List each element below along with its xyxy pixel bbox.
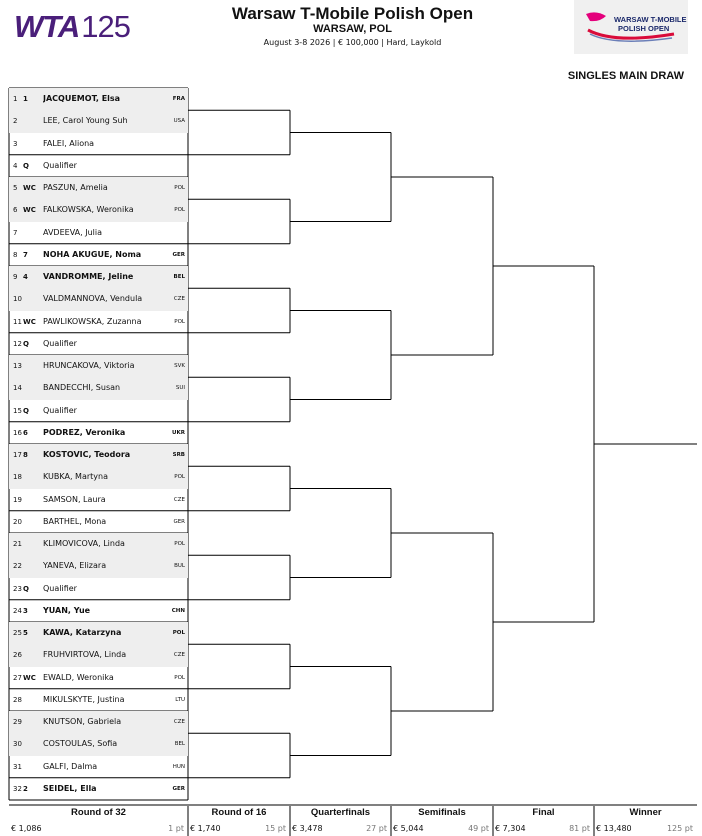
draw-position: 24 bbox=[13, 606, 22, 615]
prize-money: € 1,086 bbox=[11, 824, 42, 833]
wta-logo-number: 125 bbox=[81, 9, 131, 44]
draw-position: 18 bbox=[13, 473, 22, 482]
seed-label: WC bbox=[23, 673, 36, 682]
player-name: SAMSON, Laura bbox=[43, 494, 106, 504]
seed-label: WC bbox=[23, 317, 36, 326]
seed-label: 6 bbox=[23, 428, 28, 437]
player-name: YUAN, Yue bbox=[43, 605, 91, 615]
draw-row bbox=[9, 511, 188, 533]
nationality: SRB bbox=[172, 452, 185, 459]
player-name: PAWLIKOWSKA, Zuzanna bbox=[43, 316, 142, 326]
round-label: Round of 16 bbox=[211, 807, 267, 818]
draw-row bbox=[9, 266, 188, 288]
draw-position: 32 bbox=[13, 784, 22, 793]
player-name: FALEI, Aliona bbox=[43, 138, 95, 148]
draw-row bbox=[9, 110, 188, 132]
draw-position: 9 bbox=[13, 273, 18, 282]
seed-label: Q bbox=[23, 339, 29, 348]
player-name: SEIDEL, Ella bbox=[43, 783, 97, 793]
seed-label: 7 bbox=[23, 250, 28, 259]
player-name: BARTHEL, Mona bbox=[43, 516, 107, 526]
draw-position: 12 bbox=[13, 339, 22, 348]
draw-position: 6 bbox=[13, 206, 18, 215]
draw-position: 31 bbox=[13, 762, 22, 771]
draw-row bbox=[9, 88, 188, 110]
prize-money: € 5,044 bbox=[393, 824, 424, 833]
draw-position: 14 bbox=[13, 384, 22, 393]
player-name: BANDECCHI, Susan bbox=[43, 383, 121, 393]
nationality: CZE bbox=[173, 296, 185, 303]
draw-position: 21 bbox=[13, 540, 22, 549]
player-name: AVDEEVA, Julia bbox=[43, 227, 102, 237]
draw-position: 3 bbox=[13, 139, 18, 148]
draw-row bbox=[9, 311, 188, 333]
nationality: POL bbox=[174, 674, 185, 681]
event-logo-line1: WARSAW T-MOBILE bbox=[614, 15, 687, 24]
seed-label: Q bbox=[23, 584, 29, 593]
draw-position: 5 bbox=[13, 184, 18, 193]
draw-row bbox=[9, 711, 188, 733]
ranking-points: 1 pt bbox=[168, 824, 184, 833]
player-name: Qualifier bbox=[43, 583, 77, 593]
draw-position: 1 bbox=[13, 95, 18, 104]
prize-money: € 7,304 bbox=[495, 824, 526, 833]
draw-position: 16 bbox=[13, 428, 22, 437]
prize-money: € 1,740 bbox=[190, 824, 221, 833]
draw-position: 15 bbox=[13, 406, 22, 415]
draw-row bbox=[9, 333, 188, 355]
player-name: FALKOWSKA, Weronika bbox=[43, 205, 134, 215]
player-name: KLIMOVICOVA, Linda bbox=[43, 539, 125, 549]
draw-row bbox=[9, 689, 188, 711]
draw-row bbox=[9, 733, 188, 755]
draw-position: 4 bbox=[13, 161, 18, 170]
draw-position: 13 bbox=[13, 362, 22, 371]
player-name: HRUNCAKOVA, Viktoria bbox=[43, 361, 135, 371]
draw-row bbox=[9, 778, 188, 800]
seed-label: 2 bbox=[23, 784, 28, 793]
nationality: USA bbox=[173, 118, 185, 125]
draw-position: 7 bbox=[13, 228, 18, 237]
player-name: EWALD, Weronika bbox=[43, 672, 114, 682]
ranking-points: 15 pt bbox=[265, 824, 286, 833]
draw-row bbox=[9, 600, 188, 622]
draw-row bbox=[9, 578, 188, 600]
draw-row bbox=[9, 155, 188, 177]
draw-row bbox=[9, 400, 188, 422]
round-label: Winner bbox=[629, 807, 662, 818]
draw-position: 30 bbox=[13, 740, 22, 749]
draw-label: SINGLES MAIN DRAW bbox=[567, 70, 684, 82]
draw-position: 20 bbox=[13, 517, 22, 526]
draw-row bbox=[9, 133, 188, 155]
draw-row bbox=[9, 422, 188, 444]
draw-position: 22 bbox=[13, 562, 22, 571]
tournament-title: Warsaw T-Mobile Polish Open bbox=[231, 4, 474, 23]
nationality: BEL bbox=[173, 274, 185, 281]
ranking-points: 81 pt bbox=[569, 824, 590, 833]
nationality: GER bbox=[173, 518, 185, 525]
draw-position: 11 bbox=[13, 317, 22, 326]
draw-row bbox=[9, 466, 188, 488]
draw-position: 2 bbox=[13, 117, 18, 126]
nationality: BEL bbox=[174, 741, 185, 748]
nationality: LTU bbox=[175, 696, 185, 703]
seed-label: 3 bbox=[23, 606, 28, 615]
nationality: FRA bbox=[172, 96, 185, 103]
player-name: LEE, Carol Young Suh bbox=[43, 116, 128, 126]
nationality: POL bbox=[174, 185, 185, 192]
player-name: KUBKA, Martyna bbox=[43, 472, 108, 482]
draw-row bbox=[9, 288, 188, 310]
draw-position: 19 bbox=[13, 495, 22, 504]
nationality: POL bbox=[174, 474, 185, 481]
player-name: KAWA, Katarzyna bbox=[43, 628, 122, 638]
ranking-points: 125 pt bbox=[666, 824, 693, 833]
nationality: SUI bbox=[175, 385, 185, 392]
player-name: COSTOULAS, Sofia bbox=[43, 739, 118, 749]
draw-position: 10 bbox=[13, 295, 22, 304]
ranking-points: 27 pt bbox=[366, 824, 387, 833]
round-label: Quarterfinals bbox=[310, 807, 371, 818]
seed-label: Q bbox=[23, 406, 29, 415]
seed-label: 5 bbox=[23, 629, 28, 638]
player-name: Qualifier bbox=[43, 160, 77, 170]
draw-row bbox=[9, 444, 188, 466]
seed-label: WC bbox=[23, 184, 36, 193]
seed-label: 4 bbox=[23, 273, 28, 282]
wta-logo-text: WTA bbox=[14, 9, 80, 44]
seed-label: 8 bbox=[23, 451, 28, 460]
draw-position: 8 bbox=[13, 250, 18, 259]
nationality: CZE bbox=[173, 652, 185, 659]
player-name: GALFI, Dalma bbox=[43, 761, 98, 771]
draw-position: 23 bbox=[13, 584, 22, 593]
round-label: Final bbox=[532, 807, 555, 818]
nationality: SVK bbox=[174, 363, 185, 370]
tournament-location: WARSAW, POL bbox=[313, 23, 392, 35]
player-name: Qualifier bbox=[43, 338, 77, 348]
player-name: MIKULSKYTE, Justina bbox=[43, 694, 125, 704]
round-label: Semifinals bbox=[418, 807, 466, 818]
nationality: BUL bbox=[174, 563, 185, 570]
draw-row bbox=[9, 622, 188, 644]
draw-row bbox=[9, 199, 188, 221]
nationality: CZE bbox=[173, 496, 185, 503]
nationality: HUN bbox=[172, 763, 185, 770]
draw-row bbox=[9, 377, 188, 399]
draw-row bbox=[9, 355, 188, 377]
player-name: PASZUN, Amelia bbox=[43, 183, 108, 193]
draw-position: 25 bbox=[13, 629, 22, 638]
player-name: KNUTSON, Gabriela bbox=[43, 717, 122, 727]
nationality: GER bbox=[172, 785, 185, 792]
player-name: JACQUEMOT, Elsa bbox=[43, 94, 121, 104]
draw-row bbox=[9, 489, 188, 511]
draw-position: 26 bbox=[13, 651, 22, 660]
draw-row bbox=[9, 244, 188, 266]
nationality: CHN bbox=[171, 607, 185, 614]
seed-label: Q bbox=[23, 161, 29, 170]
nationality: POL bbox=[174, 318, 185, 325]
player-name: VANDROMME, Jeline bbox=[43, 272, 134, 282]
nationality: UKR bbox=[172, 429, 185, 436]
event-logo-line2: POLISH OPEN bbox=[618, 24, 670, 33]
draw-position: 29 bbox=[13, 718, 22, 727]
ranking-points: 49 pt bbox=[468, 824, 489, 833]
draw-row bbox=[9, 177, 188, 199]
nationality: POL bbox=[172, 630, 185, 637]
draw-row bbox=[9, 533, 188, 555]
seed-label: 1 bbox=[23, 95, 28, 104]
draw-row bbox=[9, 644, 188, 666]
player-name: KOSTOVIC, Teodora bbox=[43, 450, 131, 460]
seed-label: WC bbox=[23, 206, 36, 215]
nationality: CZE bbox=[173, 719, 185, 726]
draw-position: 17 bbox=[13, 451, 22, 460]
player-name: YANEVA, Elizara bbox=[43, 561, 107, 571]
player-name: Qualifier bbox=[43, 405, 77, 415]
player-name: PODREZ, Veronika bbox=[43, 427, 126, 437]
nationality: GER bbox=[172, 251, 185, 258]
draw-row bbox=[9, 756, 188, 778]
draw-row bbox=[9, 667, 188, 689]
nationality: POL bbox=[174, 207, 185, 214]
tournament-meta: August 3-8 2026 | € 100,000 | Hard, Laykold bbox=[263, 38, 442, 47]
player-name: NOHA AKUGUE, Noma bbox=[43, 249, 142, 259]
prize-money: € 3,478 bbox=[292, 824, 323, 833]
draw-row bbox=[9, 222, 188, 244]
draw-row bbox=[9, 555, 188, 577]
round-label: Round of 32 bbox=[71, 807, 126, 818]
player-name: VALDMANNOVA, Vendula bbox=[43, 294, 143, 304]
player-name: FRUHVIRTOVA, Linda bbox=[43, 650, 127, 660]
nationality: POL bbox=[174, 541, 185, 548]
prize-money: € 13,480 bbox=[596, 824, 632, 833]
draw-position: 27 bbox=[13, 673, 22, 682]
draw-position: 28 bbox=[13, 695, 22, 704]
